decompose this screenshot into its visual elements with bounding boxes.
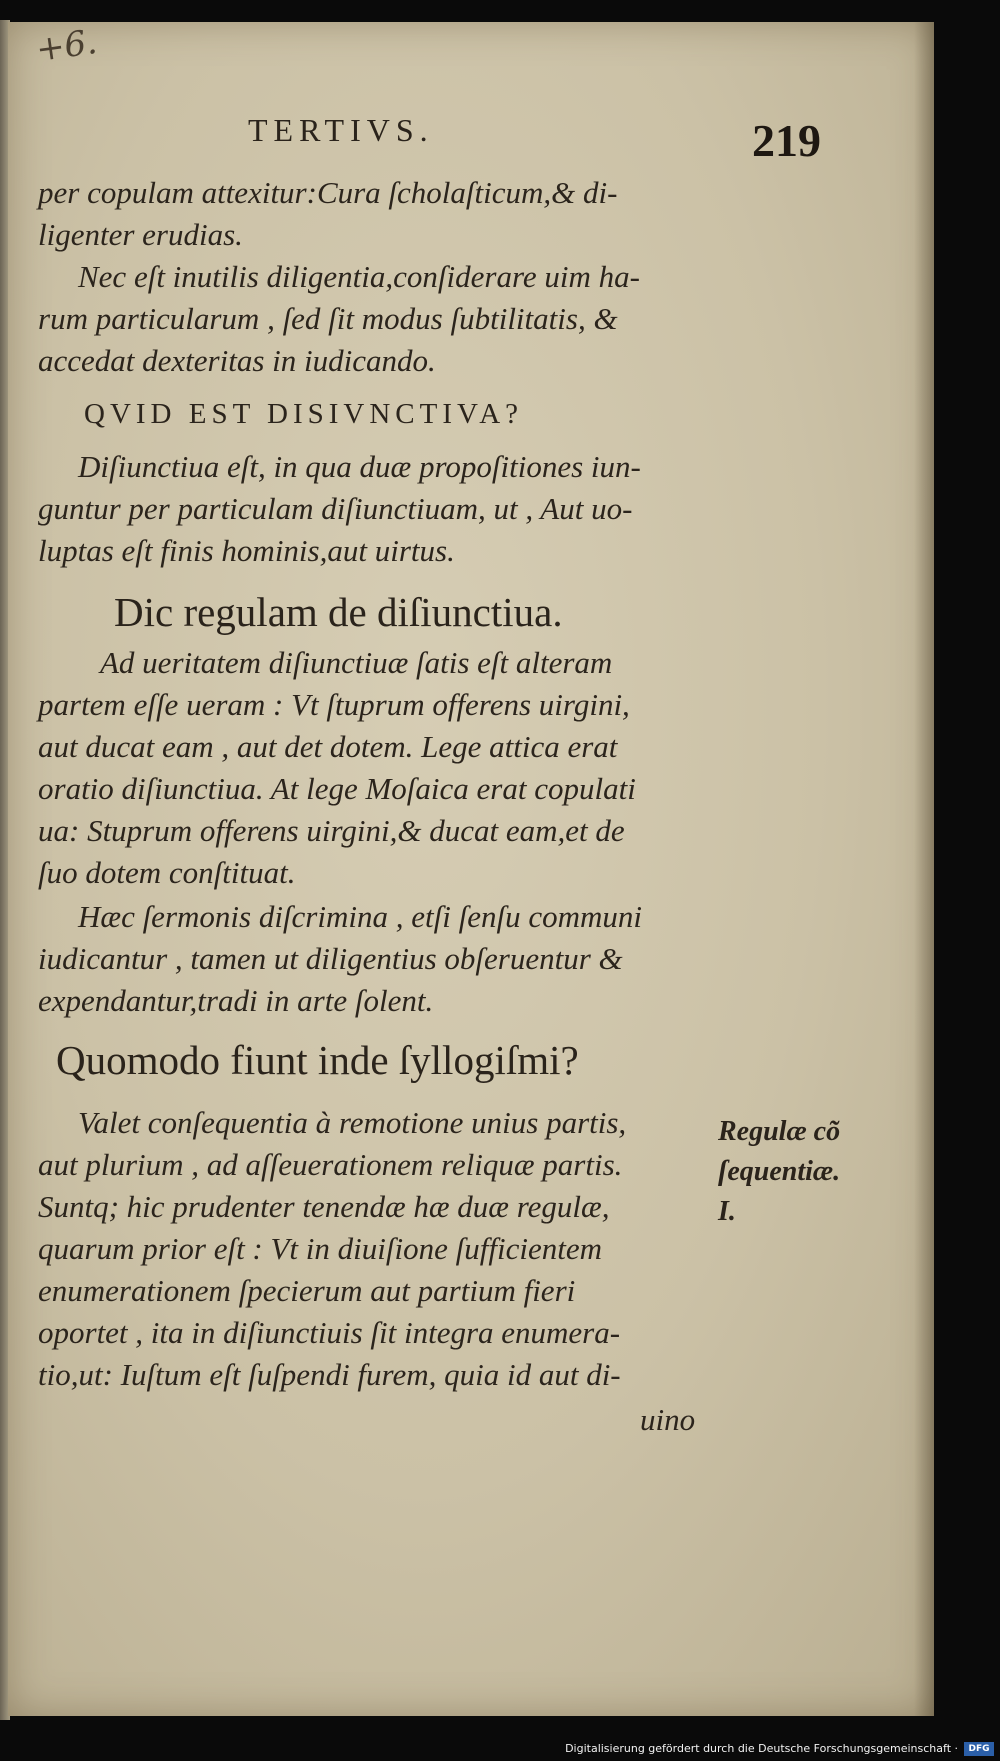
text-line: Hæc ſermonis diſcrimina , etſi ſenſu communi xyxy=(78,899,642,934)
running-head: TERTIVS. xyxy=(248,112,434,148)
footer-credit: Digitalisierung gefördert durch die Deutsche Forschungsgemeinschaft · xyxy=(565,1742,958,1755)
section-heading-syllogismi: Quomodo fiunt inde ſyllogiſmi? xyxy=(56,1037,579,1083)
text-line: Ad ueritatem diſiunctiuæ ſatis eſt alteram xyxy=(100,645,613,680)
text-line: luptas eſt finis hominis,aut uirtus. xyxy=(38,533,455,568)
text-line: Suntq; hic prudenter tenendæ hæ duæ regulæ, xyxy=(38,1189,610,1224)
text-line: Diſiunctiua eſt, in qua duæ propoſitiones iun- xyxy=(78,449,641,484)
text-line: guntur per particulam diſiunctiuam, ut , Aut uo- xyxy=(38,491,633,526)
catchword: uino xyxy=(640,1402,696,1437)
corner-mark: +6. xyxy=(33,21,100,71)
text-line: ua: Stuprum offerens uirgini,& ducat eam,et de xyxy=(38,813,625,848)
text-line: oportet , ita in diſiunctiuis ſit integra enumera- xyxy=(38,1315,621,1350)
page-gutter-shadow xyxy=(914,22,934,1716)
page-number: 219 xyxy=(752,115,821,166)
margin-note-line: I. xyxy=(718,1196,736,1227)
text-line: per copulam attexitur:Cura ſcholaſticum,& di- xyxy=(38,175,618,210)
text-line: aut ducat eam , aut det dotem. Lege attica erat xyxy=(38,729,618,764)
text-line: quarum prior eſt : Vt in diuiſione ſufficientem xyxy=(38,1231,602,1266)
section-heading-disiunctiva: QVID EST DISIVNCTIVA? xyxy=(84,398,524,430)
text-line: expendantur,tradi in arte ſolent. xyxy=(38,983,434,1018)
text-line: enumerationem ſpecierum aut partium fieri xyxy=(38,1273,576,1308)
margin-note-line: ſequentiæ. xyxy=(718,1156,841,1187)
text-line: rum particularum , ſed ſit modus ſubtilitatis, & xyxy=(38,301,618,336)
text-line: tio,ut: Iuſtum eſt ſuſpendi furem, quia id aut di- xyxy=(38,1357,621,1392)
text-line: partem eſſe ueram : Vt ſtuprum offerens uirgini, xyxy=(38,687,630,722)
text-line: iudicantur , tamen ut diligentius obſeruentur & xyxy=(38,941,623,976)
dfg-logo: DFG xyxy=(964,1742,994,1756)
footer-bar xyxy=(0,1735,1000,1761)
text-line: aut plurium , ad aſſeuerationem reliquæ partis. xyxy=(38,1147,623,1182)
margin-note xyxy=(718,1112,840,1232)
margin-note-line: Regulæ cõ xyxy=(718,1116,841,1147)
text-line: accedat dexteritas in iudicando. xyxy=(38,343,436,378)
text-line: ligenter erudias. xyxy=(38,217,243,252)
text-line: Valet conſequentia à remotione unius partis, xyxy=(78,1105,627,1140)
text-line: oratio diſiunctiua. At lege Moſaica erat copulati xyxy=(38,771,636,806)
text-line: Nec eſt inutilis diligentia,conſiderare uim ha- xyxy=(78,259,640,294)
text-line: ſuo dotem conſtituat. xyxy=(38,855,296,890)
section-heading-regula: Dic regulam de diſiunctiua. xyxy=(114,589,563,635)
